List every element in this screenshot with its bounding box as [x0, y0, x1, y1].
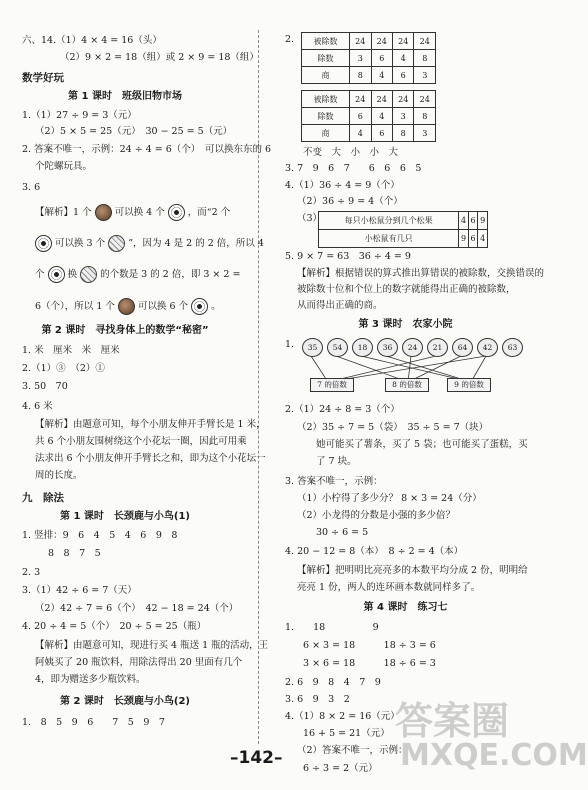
answer-line: （2）5 × 5 = 25（元） 30 − 25 = 5（元）: [35, 126, 233, 137]
explanation-line: 【解析】1 个 可以换 4 个 ，而“2 个: [35, 204, 230, 221]
soccer-ball-icon: [48, 266, 65, 283]
table-cell: 被除数: [302, 33, 350, 50]
table-cell: 除数: [302, 50, 350, 67]
volleyball-icon: [108, 235, 125, 252]
explanation-line: 周的长度。: [35, 470, 83, 481]
answer-line: 了 7 块。: [316, 456, 357, 467]
table-cell: 24: [392, 91, 413, 108]
answer-line: 3. 6: [22, 182, 41, 193]
answer-line: 2. 答案不唯一，示例：24 ÷ 4 = 6（个） 可以换东东的 6: [22, 144, 272, 155]
watermark-logo: 答案圈: [395, 699, 510, 743]
number-bubble: 64: [452, 338, 473, 357]
explanation-line: 【解析】由题意可知，现进行买 4 瓶送 1 瓶的活动，王: [35, 640, 269, 651]
answer-line: 16 + 5 = 21（元）: [303, 728, 390, 739]
page-number: –142–: [230, 748, 283, 768]
answer-line: 2.（1）③ （2）①: [22, 363, 105, 374]
answer-line: 5. 9 × 7 = 63 36 ÷ 4 = 9: [285, 251, 411, 262]
explanation-line: 阿姨买了 20 瓶饮料，用除法得出 20 里面有几个: [35, 657, 243, 668]
table-row: [319, 212, 488, 230]
answer-line: （2）答案不唯一，示例：: [297, 745, 408, 756]
table-cell: 24: [414, 91, 436, 108]
answer-line: 六、14.（1）4 × 4 = 16（头）: [22, 35, 162, 46]
table-cell: 6: [371, 50, 392, 67]
number-bubble: 24: [402, 338, 423, 357]
explanation-line: 从而得出正确的商。: [297, 300, 383, 311]
answer-line: （2）小龙得的分数是小强的多少倍？: [297, 510, 456, 521]
table-row: [319, 230, 488, 248]
table-row: [302, 125, 436, 142]
answer-line: 2. 3: [22, 567, 41, 578]
explanation-line: 【解析】把明明比亮亮多的本数平均分成 2 份，明明给: [297, 565, 528, 576]
answer-line: 8 8 7 5: [48, 548, 101, 559]
multiple-house-label: 7 的倍数: [310, 378, 354, 392]
answer-line: 1. 米 厘米 米 厘米: [22, 345, 120, 356]
table-cell: 8: [414, 108, 436, 125]
division-table-2: [301, 90, 436, 142]
answer-line: （2）36 ÷ 9 = 4（个）: [297, 196, 403, 207]
answer-line: （2）35 ÷ 7 = 5（袋） 35 ÷ 5 = 7（块）: [297, 422, 489, 433]
answer-line: 个陀螺玩具。: [35, 161, 93, 172]
table-cell: 24: [350, 91, 371, 108]
explanation-line: 共 6 个小朋友围树绕这个小花坛一圈，因此可用乘: [35, 436, 247, 447]
table-cell: 4: [350, 125, 371, 142]
explanation-line: 被除数十位和个位上的数字就能得出正确的被除数，: [297, 284, 516, 295]
explanation-line: 个 换 的个数是 3 的 2 倍，即 3 × 2 =: [35, 266, 240, 283]
table-cell: 3: [414, 67, 436, 84]
table-cell: 6: [392, 67, 413, 84]
table-cell: 4: [459, 212, 469, 230]
answer-line: 3 × 6 = 18 18 ÷ 6 = 3: [303, 658, 436, 669]
table-row: [302, 67, 436, 84]
lesson-title: 第 2 课时 长颈鹿与小鸟(2): [59, 696, 191, 707]
multiple-house-label: 8 的倍数: [385, 378, 429, 392]
explanation-line: 4，即为赠送多少瓶饮料。: [35, 674, 146, 685]
explanation-line: 法求出 6 个小朋友伸开手臂长之和，即为这个小花坛一: [35, 453, 266, 464]
number-bubble: 21: [427, 338, 448, 357]
table-cell: 6: [468, 212, 478, 230]
column-divider: [258, 30, 259, 744]
table-cell: 24: [371, 33, 392, 50]
table-cell: 4: [392, 50, 413, 67]
answer-line: 不变 大 小 小 大: [303, 147, 399, 158]
answer-line: 4.（1）36 ÷ 4 = 9（个）: [285, 180, 400, 191]
soccer-ball-icon: [168, 204, 185, 221]
table-cell: 24: [350, 33, 371, 50]
number-bubble: 35: [302, 338, 323, 357]
table-row: [302, 91, 436, 108]
table-row: [302, 50, 436, 67]
table-cell: 6: [371, 125, 392, 142]
answer-line: 3. 7 9 6 7 6 6 6 5: [285, 163, 422, 174]
table-cell: 3: [414, 125, 436, 142]
answer-line: 3. 答案不唯一，示例：: [285, 476, 383, 487]
lesson-title: 第 1 课时 班级旧物市场: [68, 91, 182, 102]
table-cell: 小松鼠有几只: [319, 230, 459, 248]
table-cell: 24: [414, 33, 436, 50]
answer-line: 3. 50 70: [22, 381, 68, 392]
answer-line: 1. 竖排：9 6 4 5 4 6 9 8: [22, 530, 178, 541]
table-cell: 4: [371, 108, 392, 125]
division-table-1: [301, 32, 436, 84]
table-cell: 商: [302, 67, 350, 84]
explanation-line: 6（个），所以 1 个 可以换 6 个 。: [35, 298, 221, 315]
answer-line: 3. 6 9 3 2: [285, 694, 350, 705]
number-bubble: 54: [327, 338, 348, 357]
lesson-title: 第 3 课时 农家小院: [358, 319, 453, 330]
table-cell: 8: [392, 125, 413, 142]
answer-line: 2. 6 9 8 4 7 9: [285, 677, 381, 688]
lesson-title: 第 4 课时 练习七: [363, 602, 448, 613]
table-cell: 24: [371, 91, 392, 108]
table-cell: 8: [350, 67, 371, 84]
table-cell: 4: [371, 67, 392, 84]
answer-line: 30 ÷ 6 = 5: [316, 527, 369, 538]
answer-line: （3）: [297, 213, 323, 224]
number-bubble: 42: [477, 338, 498, 357]
number-bubble: 36: [377, 338, 398, 357]
answer-line: （2）9 × 2 = 18（组）或 2 × 9 = 18（组）: [60, 52, 259, 63]
table-cell: 24: [392, 33, 413, 50]
section-title-fun: 数学好玩: [22, 72, 64, 84]
table-cell: 3: [392, 108, 413, 125]
pinecone-table: [318, 211, 488, 248]
multiple-house-label: 9 的倍数: [447, 378, 491, 392]
explanation-line: 【解析】由题意可知，每个小朋友伸开手臂长是 1 米，: [35, 419, 266, 430]
watermark-url: MXQE.COM: [400, 738, 588, 773]
answer-line: 4. 6 米: [22, 401, 53, 412]
answer-line: 她可能买了薯条，买了 5 袋；也可能买了蛋糕，买: [316, 439, 528, 450]
answer-line: 2.（1）24 ÷ 8 = 3（个）: [285, 404, 400, 415]
chapter-title: 九 除法: [22, 492, 64, 504]
table-cell: 4: [478, 230, 488, 248]
explanation-line: 【解析】根据错误的算式推出算错误的被除数，交换错误的: [297, 268, 545, 279]
table-cell: 商: [302, 125, 350, 142]
answer-line: 1. 18 9: [285, 622, 379, 633]
lesson-title: 第 2 课时 寻找身体上的数学“秘密”: [41, 325, 209, 336]
answer-line: 3.（1）42 ÷ 6 = 7（天）: [22, 585, 137, 596]
question-number: 1.: [285, 339, 295, 350]
answer-line: （2）42 ÷ 7 = 6（个） 42 − 18 = 24（个）: [35, 603, 239, 614]
answer-line: 1.（1）27 ÷ 9 = 3（元）: [22, 110, 137, 121]
answer-line: 1. 8 5 9 6 7 5 9 7: [22, 717, 165, 728]
explanation-line: 亮亮 1 份，两人的连环画本数就同样多了。: [297, 582, 481, 593]
number-bubble: 63: [502, 338, 523, 357]
basketball-icon: [118, 298, 135, 315]
answer-line: 4. 20 ÷ 4 = 5（个） 20 ÷ 5 = 25（瓶）: [22, 621, 207, 632]
table-cell: 6: [468, 230, 478, 248]
basketball-icon: [95, 204, 112, 221]
table-cell: 8: [414, 50, 436, 67]
answer-line: 6 ÷ 3 = 2（元）: [303, 763, 378, 774]
table-cell: 被除数: [302, 91, 350, 108]
table-cell: 除数: [302, 108, 350, 125]
question-number: 2.: [285, 34, 295, 45]
table-cell: 9: [459, 230, 469, 248]
table-row: [302, 33, 436, 50]
table-cell: 6: [350, 108, 371, 125]
table-row: [302, 108, 436, 125]
lesson-title: 第 1 课时 长颈鹿与小鸟(1): [59, 511, 191, 522]
number-bubble: 18: [352, 338, 373, 357]
soccer-ball-icon: [35, 235, 52, 252]
answer-line: （1）小柠得了多少分？ 8 × 3 = 24（分）: [297, 493, 482, 504]
answer-line: 4. 20 − 12 = 8（本） 8 ÷ 2 = 4（本）: [285, 546, 464, 557]
answer-line: 4.（1）8 × 2 = 16（元）: [285, 711, 400, 722]
table-cell: 9: [478, 212, 488, 230]
explanation-line: 可以换 3 个 ”，因为 4 是 2 的 2 倍，所以 4: [35, 235, 264, 252]
soccer-ball-icon: [191, 298, 208, 315]
table-cell: 3: [350, 50, 371, 67]
answer-line: 6 × 3 = 18 18 ÷ 3 = 6: [303, 640, 436, 651]
table-cell: 每只小松鼠分到几个松果: [319, 212, 459, 230]
volleyball-icon: [80, 266, 97, 283]
